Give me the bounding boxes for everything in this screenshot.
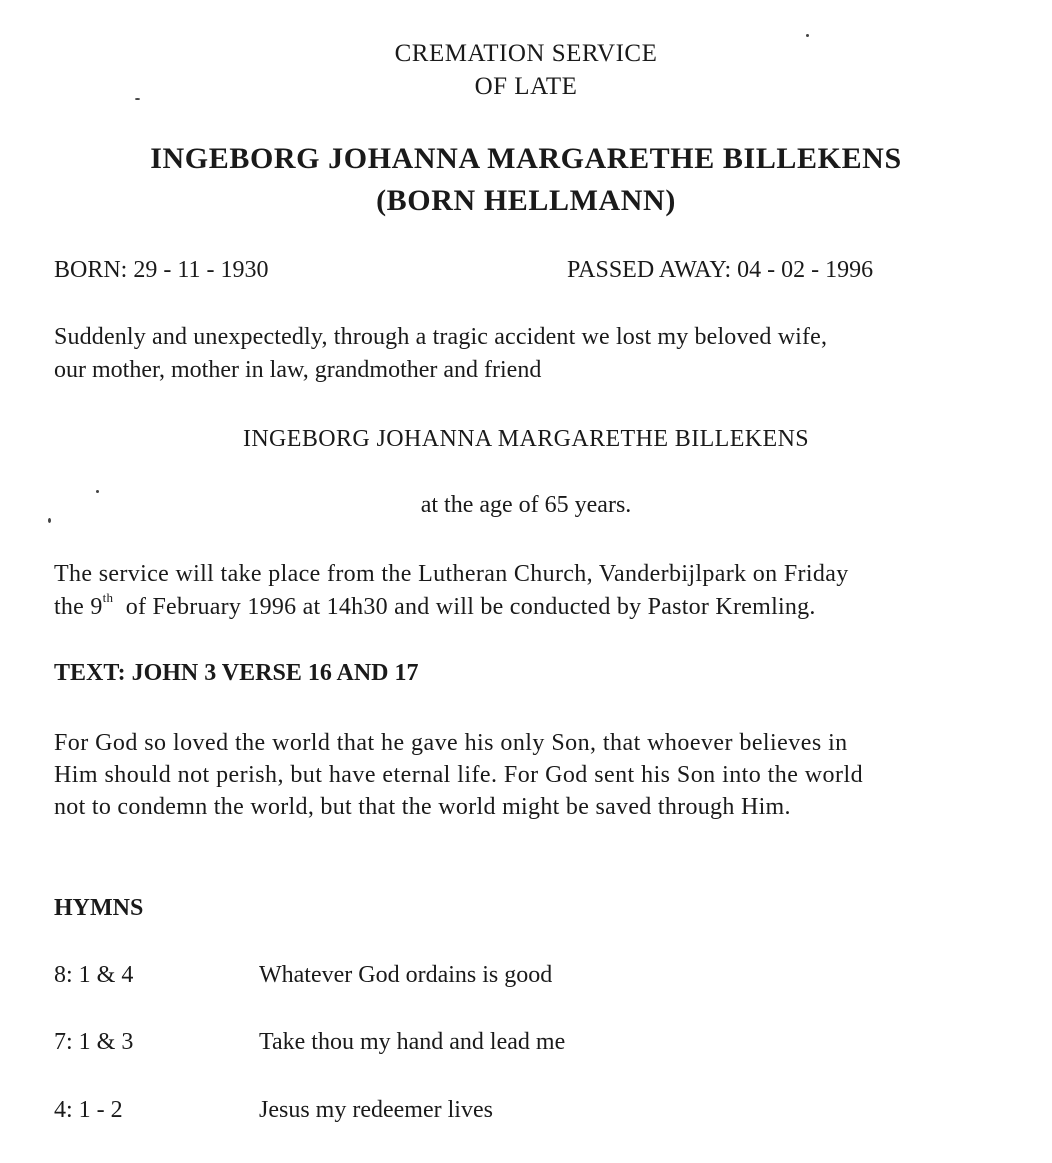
scan-speck (806, 34, 809, 37)
scripture-line: Him should not perish, but have eternal life. For God sent his Son into the world (54, 762, 864, 788)
hymn-number: 4: 1 - 2 (54, 1097, 123, 1123)
hymns-heading: HYMNS (54, 895, 144, 921)
announcement-name: INGEBORG JOHANNA MARGARETHE BILLEKENS (242, 426, 810, 452)
scripture-line: not to condemn the world, but that the world might be saved through Him. (54, 794, 791, 820)
scripture-heading: TEXT: JOHN 3 VERSE 16 AND 17 (54, 660, 419, 686)
announcement-line: our mother, mother in law, grandmother and friend (54, 357, 542, 383)
deceased-full-name: INGEBORG JOHANNA MARGARETHE BILLEKENS (150, 142, 902, 175)
hymn-title: Whatever God ordains is good (259, 962, 553, 988)
hymn-number: 7: 1 & 3 (54, 1029, 134, 1055)
service-title: CREMATION SERVICE (394, 40, 658, 67)
born-date: BORN: 29 - 11 - 1930 (54, 257, 269, 283)
passed-away-date: PASSED AWAY: 04 - 02 - 1996 (567, 257, 874, 283)
hymn-title: Take thou my hand and lead me (259, 1029, 566, 1055)
hymn-number: 8: 1 & 4 (54, 962, 134, 988)
service-subtitle: OF LATE (474, 73, 578, 100)
service-details-line: the 9th of February 1996 at 14h30 and will be conducted by Pastor Kremling. (54, 590, 816, 620)
deceased-maiden-name: (BORN HELLMANN) (376, 184, 676, 217)
hymn-title: Jesus my redeemer lives (259, 1097, 493, 1123)
announcement-age: at the age of 65 years. (420, 492, 632, 518)
scripture-line: For God so loved the world that he gave his only Son, that whoever believes in (54, 730, 848, 756)
service-details-line: The service will take place from the Lutheran Church, Vanderbijlpark on Friday (54, 561, 849, 587)
announcement-line: Suddenly and unexpectedly, through a tragic accident we lost my beloved wife, (54, 324, 828, 350)
